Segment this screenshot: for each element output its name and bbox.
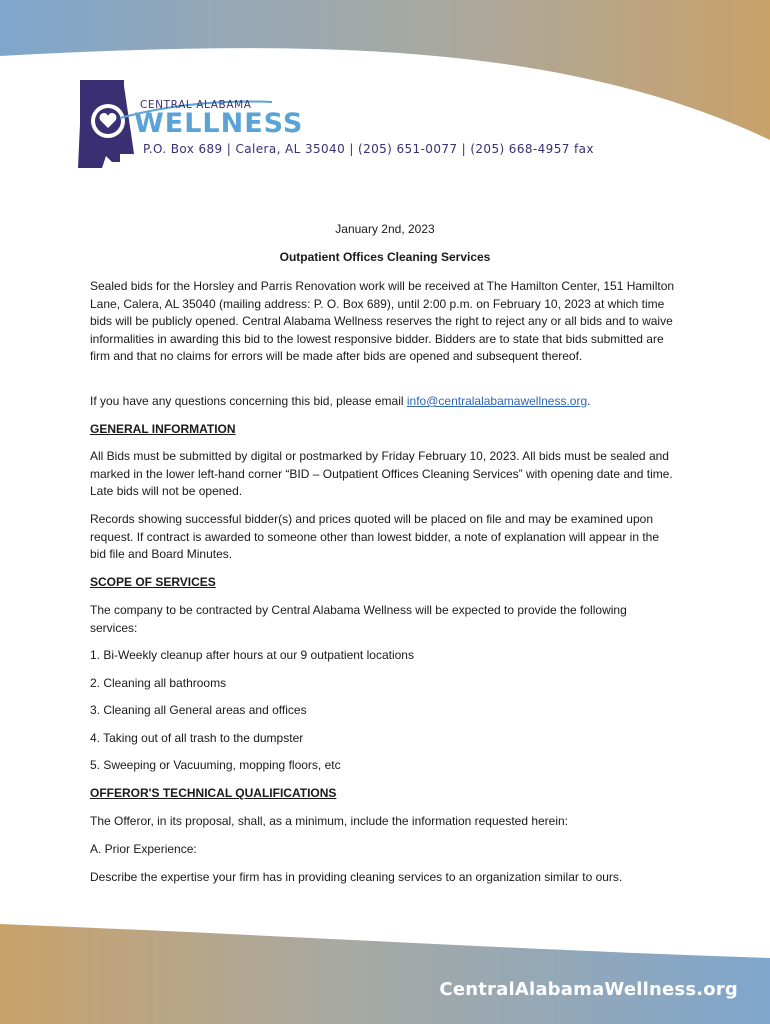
scope-of-services-heading: SCOPE OF SERVICES bbox=[90, 575, 216, 589]
intro-paragraph bbox=[90, 278, 675, 366]
intro-text: Sealed bids for the Horsley and Parris Renovation work will be received at The Hamilton Center, 151 Hamilton Lane, Calera, AL 35040 (mailing address: P. O. Box 689), until 2:00 p.m. on February 10, 2023 at which time bids will be publicly opened. Central Alabama Wellness reserves the right to reject any or all bids and to waive informalities in awarding this bid to the lowest responsive bidder. Bidders are to state that bids submitted are firm and that no claims for errors will be made after bids are opened and subsequent thereof. bbox=[90, 279, 675, 364]
questions-period: . bbox=[587, 394, 591, 408]
org-name-small: CENTRAL ALABAMA bbox=[140, 99, 252, 111]
offeror-qualifications-heading: OFFEROR'S TECHNICAL QUALIFICATIONS bbox=[90, 786, 337, 800]
general-information-heading: GENERAL INFORMATION bbox=[90, 422, 236, 436]
questions-paragraph bbox=[90, 393, 675, 411]
prior-experience-label: A. Prior Experience: bbox=[90, 842, 197, 856]
email-link[interactable]: info@centralalabamawellness.org bbox=[406, 394, 588, 408]
scope-intro: The company to be contracted by Central Alabama Wellness will be expected to provide the following services: bbox=[90, 603, 627, 635]
org-name-wellness: WELLNESS bbox=[134, 108, 304, 139]
scope-item: 5. Sweeping or Vacuuming, mopping floors, etc bbox=[90, 758, 341, 772]
footer-website-url: CentralAlabamaWellness.org bbox=[439, 979, 738, 1000]
questions-text: If you have any questions concerning this bid, please email bbox=[90, 394, 407, 408]
general-paragraph-1: All Bids must be submitted by digital or postmarked by Friday February 10, 2023. All bids must be sealed and marked in the lower left-hand corner “BID – Outpatient Offices Cleaning Services” with opening date and time. Late bids will not be opened. bbox=[90, 449, 673, 499]
document-date: January 2nd, 2023 bbox=[335, 222, 435, 236]
scope-item: 3. Cleaning all General areas and offices bbox=[90, 703, 307, 717]
scope-item: 2. Cleaning all bathrooms bbox=[90, 676, 227, 690]
scope-item: 1. Bi-Weekly cleanup after hours at our 9 outpatient locations bbox=[90, 648, 414, 662]
prior-experience-text: Describe the expertise your firm has in providing cleaning services to an organization similar to ours. bbox=[90, 870, 623, 884]
footer-wave-band bbox=[0, 924, 770, 1024]
document-title: Outpatient Offices Cleaning Services bbox=[279, 250, 491, 264]
general-paragraph-2: Records showing successful bidder(s) and prices quoted will be placed on file and may be examined upon request. If contract is awarded to someone other than lowest bidder, a note of explanation will appear in the bid file and Board Minutes. bbox=[90, 512, 660, 562]
scope-item: 4. Taking out of all trash to the dumpster bbox=[90, 731, 304, 745]
contact-line: P.O. Box 689 | Calera, AL 35040 | (205) 651-0077 | (205) 668-4957 fax bbox=[143, 142, 594, 156]
offeror-intro: The Offeror, in its proposal, shall, as a minimum, include the information requested herein: bbox=[90, 814, 569, 828]
